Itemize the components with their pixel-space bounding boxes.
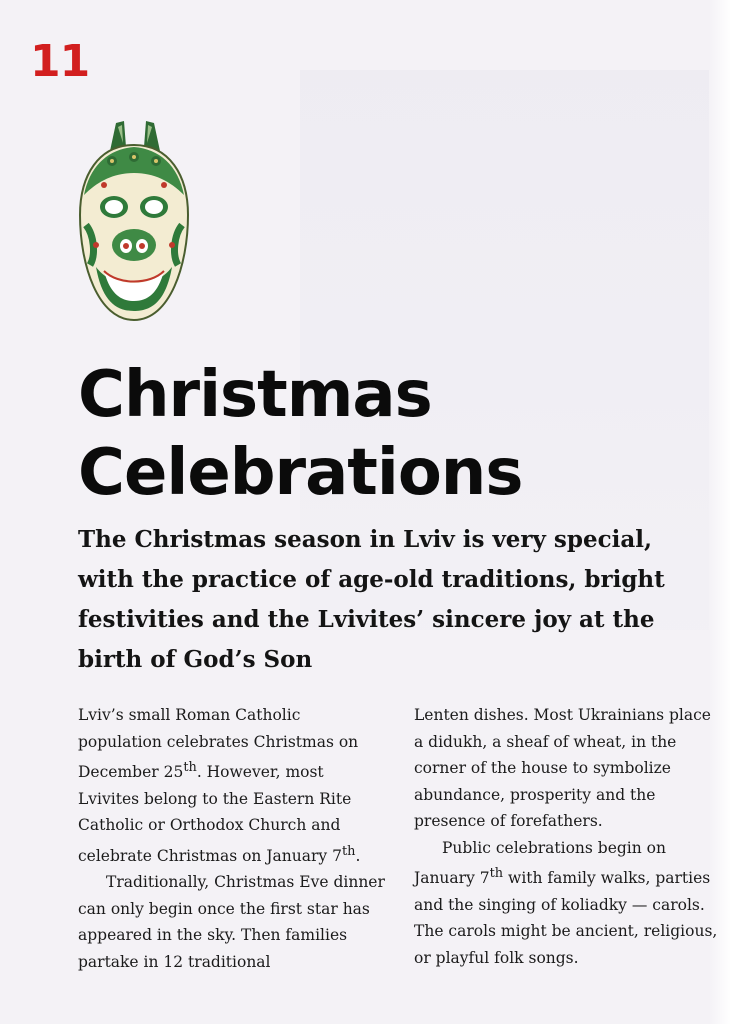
body-column-right: [414, 702, 720, 971]
page-number: 11: [30, 36, 90, 87]
paragraph: Lenten dishes. Most Ukrainians place a didukh, a sheaf of wheat, in the corner of the house to symbolize abundance, prosperity and the presence of forefathers.: [414, 706, 711, 830]
title-line-1: Christmas: [78, 358, 432, 432]
body-column-left: [78, 702, 388, 975]
carnival-mask-icon: [74, 115, 194, 325]
paragraph: Traditionally, Christmas Eve dinner can only begin once the first star has appeared in the sky. Then families partake in 12 traditional: [78, 873, 385, 971]
paragraph: Lviv’s small Roman Catholic population celebrates Christmas on December 25th. However, most Lvivites belong to the Eastern Rite Catholic or Orthodox Church and celebrate Christmas on January 7th.: [78, 706, 361, 865]
title-line-2: Celebrations: [78, 436, 523, 510]
paragraph: Public celebrations begin on January 7th with family walks, parties and the singing of koliadky — carols. The carols might be ancient, religious, or playful folk songs.: [414, 838, 718, 967]
article-title: [78, 356, 698, 512]
article-lead: The Christmas season in Lviv is very special, with the practice of age-old traditions, bright festivities and the Lvivites’ sincere joy at the birth of God’s Son: [78, 526, 665, 673]
